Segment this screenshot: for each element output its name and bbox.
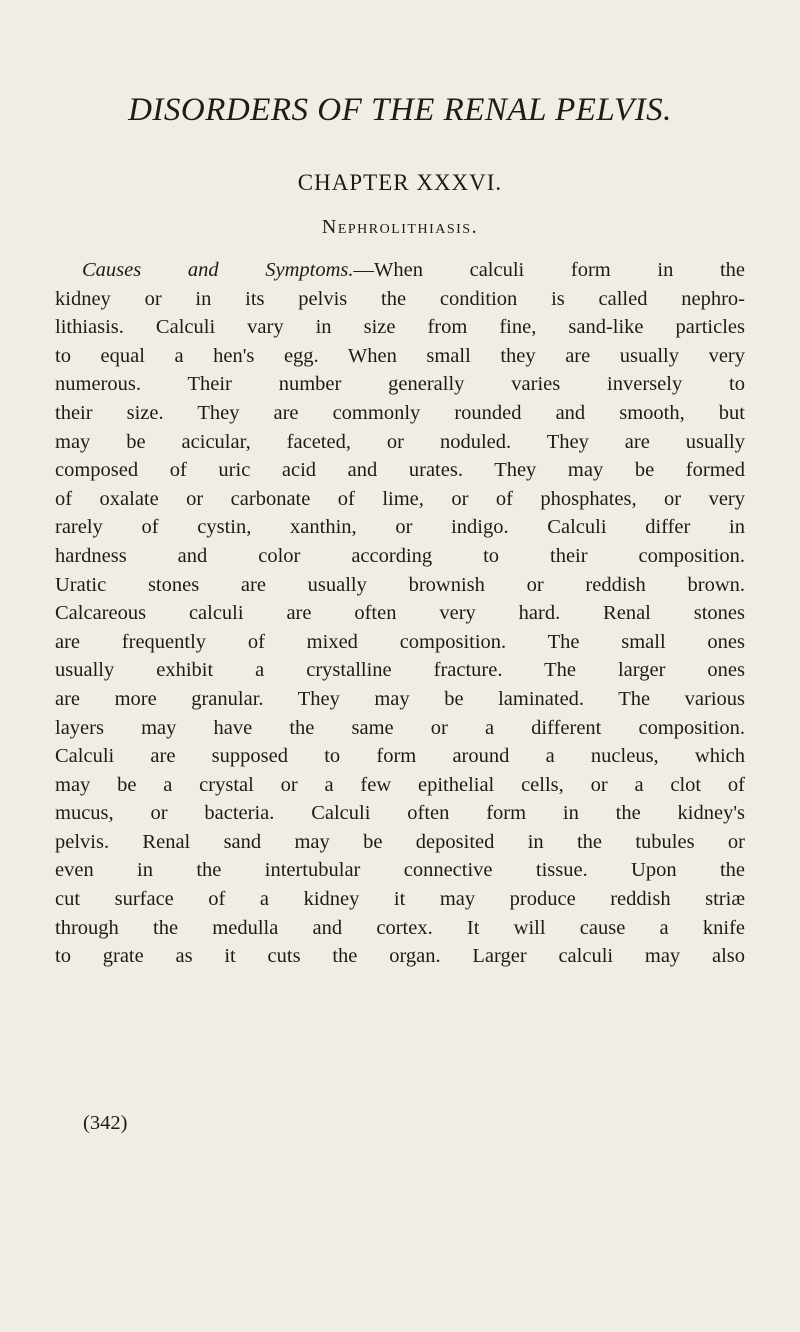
text-line: to grate as it cuts the organ. Larger calculi may also <box>55 945 745 968</box>
text-line: Calculi are supposed to form around a nucleus, which <box>55 745 745 768</box>
section-title: Nephrolithiasis. <box>321 216 479 238</box>
text-line: to equal a hen's egg. When small they are usually very <box>55 344 745 367</box>
text-line: Uratic stones are usually brownish or reddish brown. <box>55 573 745 596</box>
text-line: are more granular. They may be laminated. The various <box>55 687 745 710</box>
text-line: numerous. Their number generally varies inversely to <box>55 373 745 396</box>
text-line: usually exhibit a crystalline fracture. The larger ones <box>55 659 745 682</box>
text-line: pelvis. Renal sand may be deposited in the tubules or <box>55 830 745 853</box>
page-number: (342) <box>83 1112 128 1134</box>
text-line: are frequently of mixed composition. The small ones <box>55 630 745 653</box>
text-line: composed of uric acid and urates. They may be formed <box>55 459 745 482</box>
text-line: hardness and color according to their composition. <box>55 544 745 567</box>
chapter-heading: CHAPTER XXXVI. <box>297 170 503 195</box>
text-line: may be acicular, faceted, or noduled. They are usually <box>55 430 745 453</box>
body-paragraph <box>55 256 745 971</box>
text-line: their size. They are commonly rounded and smooth, but <box>55 401 745 424</box>
paragraph-lead: Causes and Symptoms. <box>82 259 354 281</box>
text-line: of oxalate or carbonate of lime, or of phosphates, or very <box>55 487 745 510</box>
text-line <box>55 256 745 285</box>
text-line: rarely of cystin, xanthin, or indigo. Calculi differ in <box>55 516 745 539</box>
running-title: DISORDERS OF THE RENAL PELVIS. <box>128 92 672 128</box>
text-line: through the medulla and cortex. It will cause a knife <box>55 916 745 939</box>
text-line: Calcareous calculi are often very hard. Renal stones <box>55 602 745 625</box>
text-line: may be a crystal or a few epithelial cells, or a clot of <box>55 773 745 796</box>
text-line: kidney or in its pelvis the condition is called nephro- <box>55 287 745 310</box>
text-line-content: —When calculi form in the <box>353 259 745 281</box>
text-line: even in the intertubular connective tissue. Upon the <box>55 859 745 882</box>
text-line: cut surface of a kidney it may produce reddish striæ <box>55 888 745 911</box>
text-line: layers may have the same or a different composition. <box>55 716 745 739</box>
text-line: mucus, or bacteria. Calculi often form in the kidney's <box>55 802 745 825</box>
text-line: lithiasis. Calculi vary in size from fine, sand-like particles <box>55 316 745 339</box>
